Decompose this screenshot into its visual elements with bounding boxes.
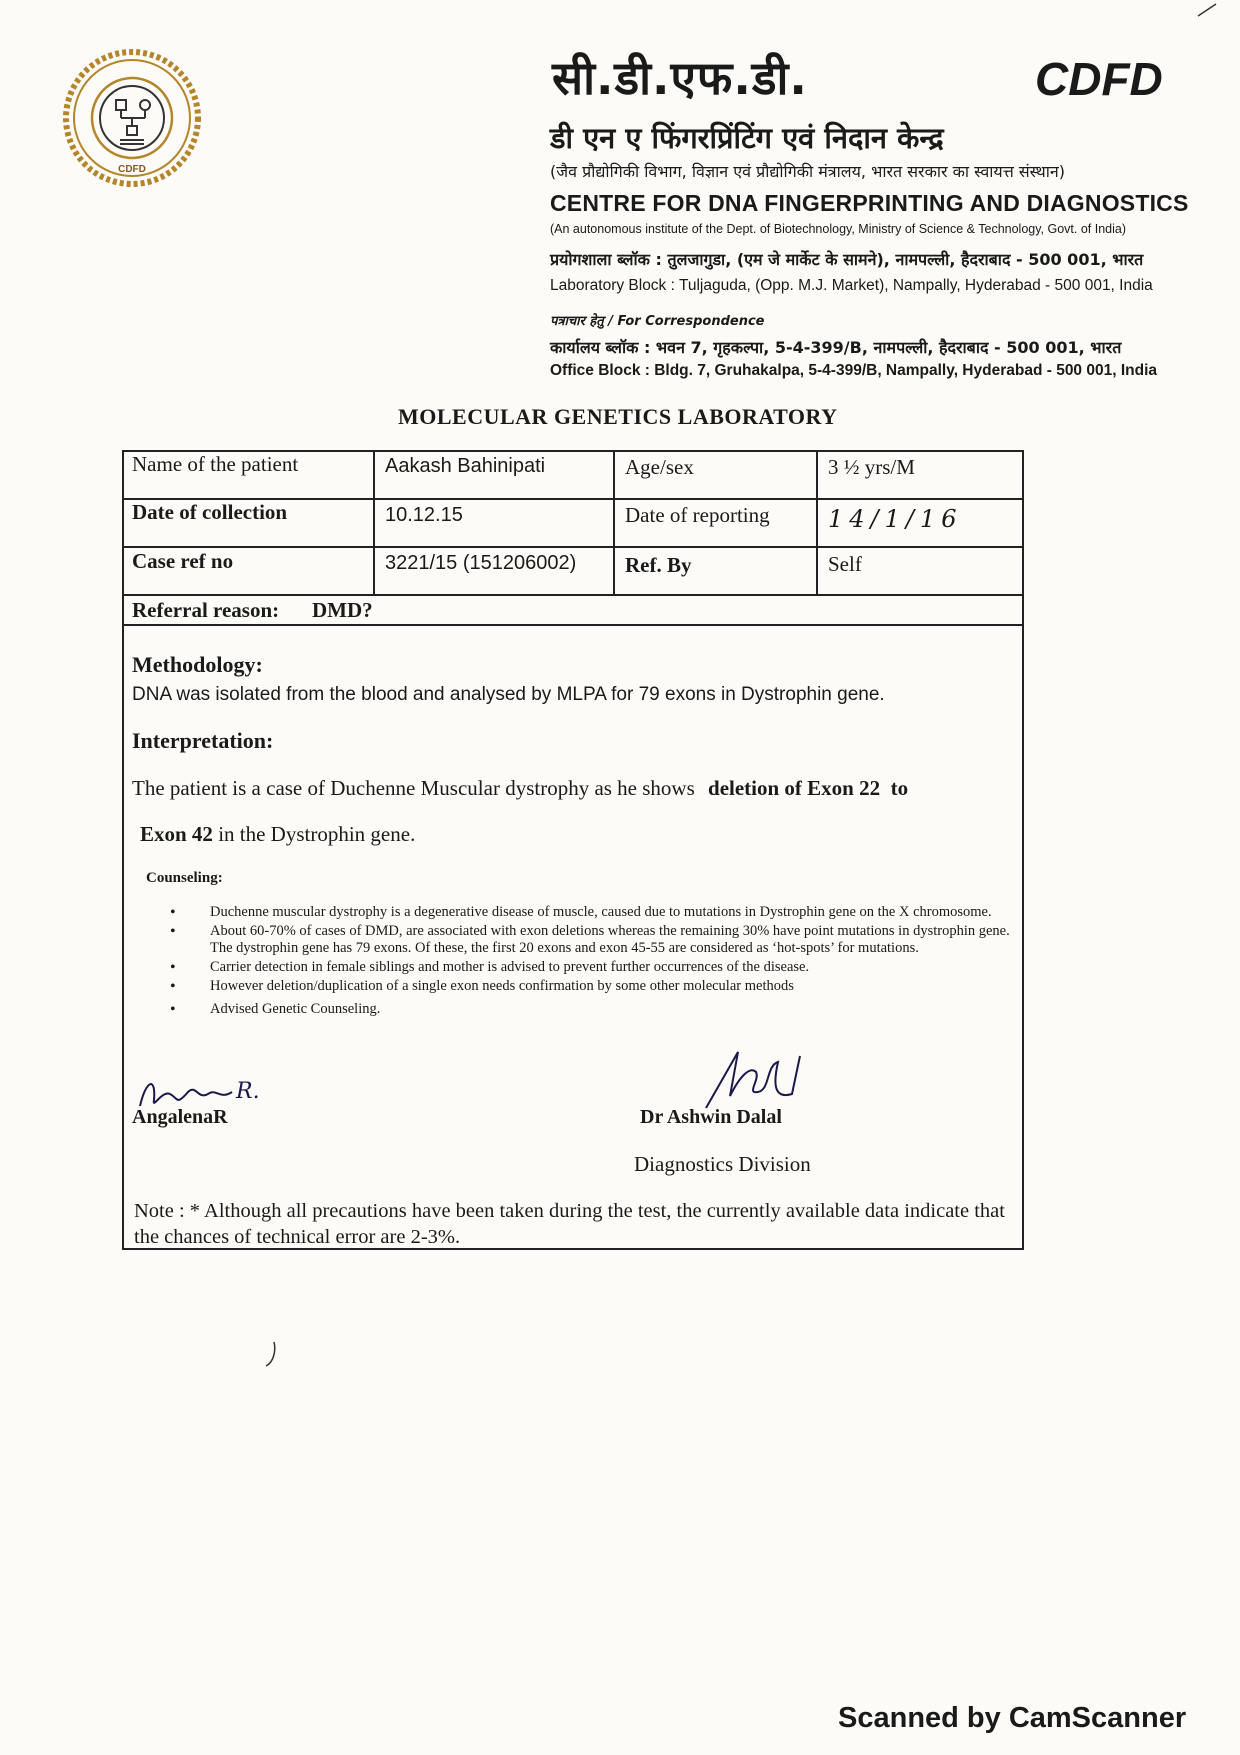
list-item (170, 904, 1020, 921)
age-label: Age/sex (625, 455, 694, 479)
list-item-text: Duchenne muscular dystrophy is a degenerative disease of muscle, caused due to mutations in Dystrophin gene on the X chromosome. (210, 904, 992, 920)
methodology-heading: Methodology: (132, 652, 263, 677)
list-item (170, 923, 1020, 957)
table-divider (816, 450, 818, 596)
counseling-list (170, 904, 1020, 1020)
interpretation-line-1-plain: The patient is a case of Duchenne Muscular dystrophy as he shows (132, 776, 695, 800)
pen-mark (262, 1340, 282, 1370)
age-value: 3 ½ yrs/M (828, 455, 915, 479)
bullet-icon: • (170, 923, 176, 940)
bullet-icon: • (170, 978, 176, 995)
name-label: Name of the patient (132, 452, 299, 476)
table-divider (122, 546, 1024, 548)
cdfd-logo (62, 48, 202, 188)
svg-text:CDFD: CDFD (118, 164, 146, 175)
report-title: MOLECULAR GENETICS LABORATORY (398, 404, 838, 429)
table-divider (613, 450, 615, 596)
list-item-text: However deletion/duplication of a single exon needs confirmation by some other molecular methods (210, 978, 794, 994)
english-office-address: Office Block : Bldg. 7, Gruhakalpa, 5-4-399/B, Nampally, Hyderabad - 500 001, India (550, 362, 1158, 379)
referral-label: Referral reason: (132, 598, 280, 622)
list-item-text: Advised Genetic Counseling. (210, 1001, 381, 1017)
interpretation-line-2-plain: in the Dystrophin gene. (218, 822, 416, 846)
list-item (170, 959, 1020, 976)
interpretation-line-2 (140, 822, 415, 847)
ref-by-value: Self (828, 552, 862, 576)
right-signatory-division: Diagnostics Division (634, 1152, 811, 1176)
left-signatory-name: AngalenaR (132, 1106, 228, 1128)
list-item-text: Carrier detection in female siblings and mother is advised to prevent further occurrences of the disease. (210, 959, 810, 975)
interpretation-heading: Interpretation: (132, 728, 274, 753)
bullet-icon: • (170, 904, 176, 921)
case-ref-value: 3221/15 (151206002) (385, 552, 577, 574)
english-subtitle: (An autonomous institute of the Dept. of Biotechnology, Ministry of Science & Technology, Govt. of India) (550, 222, 1127, 236)
english-institute-name: CENTRE FOR DNA FINGERPRINTING AND DIAGNOSTICS (550, 190, 1189, 216)
interpretation-line-1 (132, 776, 908, 801)
bullet-icon: • (170, 959, 176, 976)
disclaimer-note: Note : * Although all precautions have been taken during the test, the currently available data indicate that the chances of technical error are 2-3%. (134, 1200, 1005, 1248)
collection-value: 10.12.15 (385, 504, 463, 526)
right-signatory-name: Dr Ashwin Dalal (640, 1106, 782, 1128)
collection-label: Date of collection (132, 500, 288, 524)
table-divider (373, 450, 375, 596)
correspondence-label: पत्राचार हेतु / For Correspondence (550, 314, 765, 329)
name-value: Aakash Bahinipati (385, 455, 546, 477)
table-divider (122, 624, 1024, 626)
referral-value: DMD? (312, 598, 373, 622)
interpretation-line-1-bold: deletion of Exon 22 to (708, 776, 909, 800)
hindi-abbreviation: सी.डी.एफ.डी. (552, 51, 808, 105)
hindi-subtitle: (जैव प्रौद्योगिकी विभाग, विज्ञान एवं प्रौद्योगिकी मंत्रालय, भारत सरकार का स्वायत्त संस्थान) (550, 162, 1066, 181)
list-item (170, 978, 1020, 995)
case-ref-label: Case ref no (132, 549, 234, 573)
counseling-heading: Counseling: (146, 870, 223, 886)
tick-mark (1196, 2, 1220, 20)
interpretation-line-2-bold: Exon 42 (140, 822, 213, 846)
bullet-icon: • (170, 1001, 176, 1018)
reporting-label: Date of reporting (625, 503, 770, 527)
hindi-institute-name: डी एन ए फिंगरप्रिंटिंग एवं निदान केन्द्र (550, 121, 944, 155)
list-item (170, 1001, 1020, 1018)
svg-text:R.: R. (236, 1079, 260, 1104)
ref-by-label: Ref. By (625, 553, 692, 577)
hindi-lab-address: प्रयोगशाला ब्लॉक : तुलजागुडा, (एम जे मार्केट के सामने), नामपल्ली, हैदराबाद - 500 001, भारत (550, 250, 1144, 269)
reporting-value-handwritten: 14/1/16 (828, 505, 963, 533)
english-abbreviation: CDFD (1035, 53, 1163, 105)
methodology-text: DNA was isolated from the blood and analysed by MLPA for 79 exons in Dystrophin gene. (132, 684, 885, 705)
table-divider (122, 594, 1024, 596)
english-lab-address: Laboratory Block : Tuljaguda, (Opp. M.J. Market), Nampally, Hyderabad - 500 001, India (550, 277, 1153, 294)
scanner-watermark: Scanned by CamScanner (838, 1702, 1187, 1734)
list-item-text: About 60-70% of cases of DMD, are associated with exon deletions whereas the remaining 30% have point mutations in dystrophin gene. The dystrophin gene has 79 exons. Of these, the first 20 exons and exon 45-55 are considered as ‘hot-spots’ for mutations. (210, 923, 1010, 956)
hindi-office-address: कार्यालय ब्लॉक : भवन 7, गृहकल्पा, 5-4-399/B, नामपल्ली, हैदराबाद - 500 001, भारत (550, 338, 1122, 357)
